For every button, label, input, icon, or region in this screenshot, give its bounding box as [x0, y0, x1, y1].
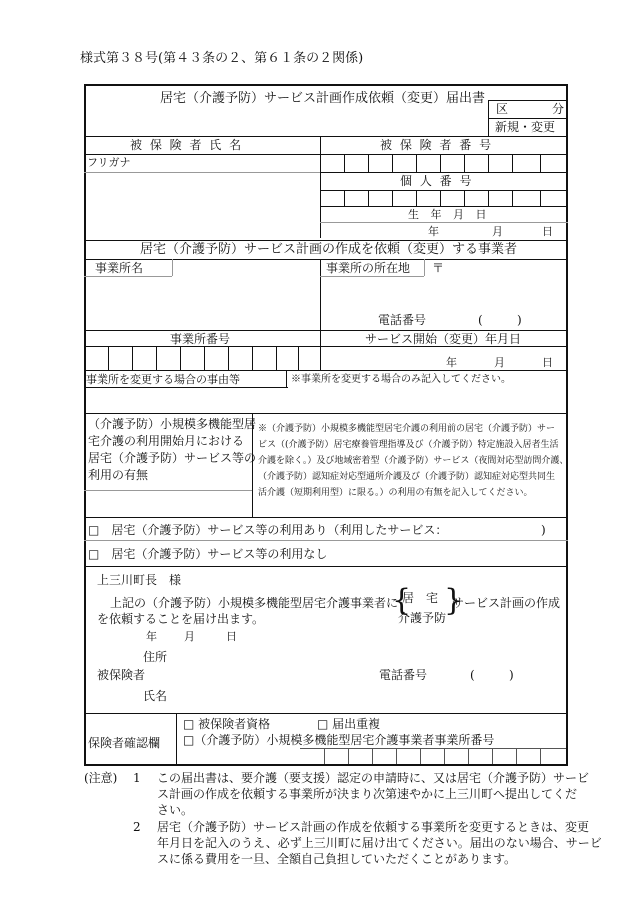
dob-label: 生 年 月 日: [408, 208, 491, 221]
note-1-line-3: さい。: [157, 803, 194, 817]
provider-section-title: 居宅（介護予防）サービス計画の作成を依頼（変更）する事業者: [140, 242, 518, 257]
office-number-label: 事業所番号: [170, 332, 231, 346]
note-1-number: 1: [133, 771, 141, 785]
category-value[interactable]: 新規・変更: [495, 120, 556, 134]
declaration-month: 月: [184, 630, 195, 643]
dob-month: 月: [492, 225, 503, 238]
category-label-2: 分: [552, 102, 565, 116]
insurer-check-duplicate[interactable]: □ 届出重複: [317, 717, 381, 731]
dob-year: 年: [428, 225, 439, 238]
frame-top: [84, 84, 568, 86]
service-start-label: サービス開始（変更）年月日: [365, 332, 522, 346]
small-scale-label-line-1: （介護予防）小規模多機能型居: [88, 417, 257, 431]
start-month: 月: [494, 356, 505, 369]
start-day: 日: [542, 356, 553, 369]
category-label: 区: [496, 102, 509, 116]
small-scale-label-line-4: 利用の有無: [88, 468, 149, 482]
furigana-label: フリガナ: [87, 156, 131, 169]
declaration-year: 年: [146, 630, 157, 643]
small-scale-note-line-1: ※（介護予防）小規模多機能型居宅介護の利用前の居宅（介護予防）サー: [258, 424, 556, 434]
insured-name-header: 被 保 険 者 氏 名: [130, 138, 244, 152]
start-year: 年: [446, 356, 457, 369]
brace-option-home[interactable]: 居 宅: [402, 591, 439, 605]
small-scale-note-line-5: 活介護（短期利用型）に限る。）の利用の有無を記入してください。: [258, 488, 533, 498]
declaration-insured-label: 被保険者: [97, 668, 146, 682]
note-1-line-1: この届出書は、要介護（要支援）認定の申請時に、又は居宅（介護予防）サービ: [157, 771, 590, 785]
declaration-body-1: 上記の（介護予防）小規模多機能型居宅介護事業者に: [110, 596, 399, 610]
form-number: 様式第３８号(第４３条の２、第６１条の２関係): [80, 51, 364, 66]
right-brace: }: [444, 583, 464, 618]
personal-number-label: 個 人 番 号: [400, 174, 474, 188]
insurer-check-eligibility[interactable]: □ 被保険者資格: [183, 717, 271, 731]
declaration-phone-paren-open: (: [470, 668, 475, 682]
option-service-used-close: ): [541, 523, 546, 537]
declaration-body-3: を依頼することを届け出ます。: [97, 612, 265, 626]
office-phone-label: 電話番号: [378, 313, 427, 327]
change-reason-note: ※事業所を変更する場合のみ記入してください。: [291, 374, 511, 385]
declaration-day: 日: [226, 630, 237, 643]
dob-day: 日: [542, 225, 553, 238]
option-service-used[interactable]: □ 居宅（介護予防）サービス等の利用あり（利用したサービス：: [88, 523, 448, 537]
declaration-phone-label: 電話番号: [379, 668, 428, 682]
note-2-number: 2: [133, 820, 141, 834]
insured-number-header: 被 保 険 者 番 号: [380, 138, 494, 152]
insurer-check-label: 保険者確認欄: [88, 736, 161, 750]
frame-left: [84, 84, 86, 766]
change-reason-label: 事業所を変更する場合の事由等: [86, 373, 240, 386]
note-2-line-2: 年月日を記入のうえ、必ず上三川町に届け出てください。届出のない場合、サービ: [157, 836, 602, 850]
office-phone-paren-close: ): [517, 313, 522, 327]
brace-option-preventive[interactable]: 介護予防: [398, 611, 447, 625]
small-scale-label-line-3: 居宅（介護予防）サービス等の: [88, 451, 257, 465]
declaration-name-label: 氏名: [143, 689, 168, 703]
small-scale-note-line-3: 介護を除く。）及び地域密着型（介護予防）サービス（夜間対応型訪問介護、: [258, 456, 569, 466]
declaration-phone-paren-close: ): [509, 668, 514, 682]
note-1-line-2: ス計画の作成を依頼する事業所が決まり次第速やかに上三川町へ提出してくだ: [157, 787, 578, 801]
notes-heading: (注意): [84, 771, 118, 785]
option-service-not-used[interactable]: □ 居宅（介護予防）サービス等の利用なし: [88, 547, 328, 561]
frame-right: [566, 84, 568, 766]
left-brace: {: [392, 583, 412, 618]
postal-mark: 〒: [432, 261, 445, 275]
form-title: 居宅（介護予防）サービス計画作成依頼（変更）届出書: [160, 91, 486, 106]
note-2-line-1: 居宅（介護予防）サービス計画の作成を依頼する事業所を変更するときは、変更: [157, 820, 590, 834]
frame-bottom: [84, 764, 568, 766]
addressee: 上三川町長 様: [97, 573, 182, 587]
office-name-label: 事業所名: [95, 261, 144, 275]
note-2-line-3: スに係る費用を一旦、全額自己負担していただくことがあります。: [157, 852, 517, 866]
insurer-check-office-number[interactable]: □（介護予防）小規模多機能型居宅介護事業者事業所番号: [183, 733, 495, 747]
office-phone-paren-open: (: [478, 313, 483, 327]
declaration-body-2: サービス計画の作成: [452, 596, 561, 610]
declaration-address-label: 住所: [143, 650, 168, 664]
office-address-label: 事業所の所在地: [326, 261, 411, 275]
small-scale-note-line-2: ビス（(介護予防）居宅療養管理指導及び（介護予防）特定施設入居者生活: [258, 440, 559, 450]
small-scale-label-line-2: 宅介護の利用開始月における: [88, 434, 245, 448]
small-scale-note-line-4: （介護予防）認知症対応型通所介護及び（介護予防）認知症対応型共同生: [258, 472, 556, 482]
